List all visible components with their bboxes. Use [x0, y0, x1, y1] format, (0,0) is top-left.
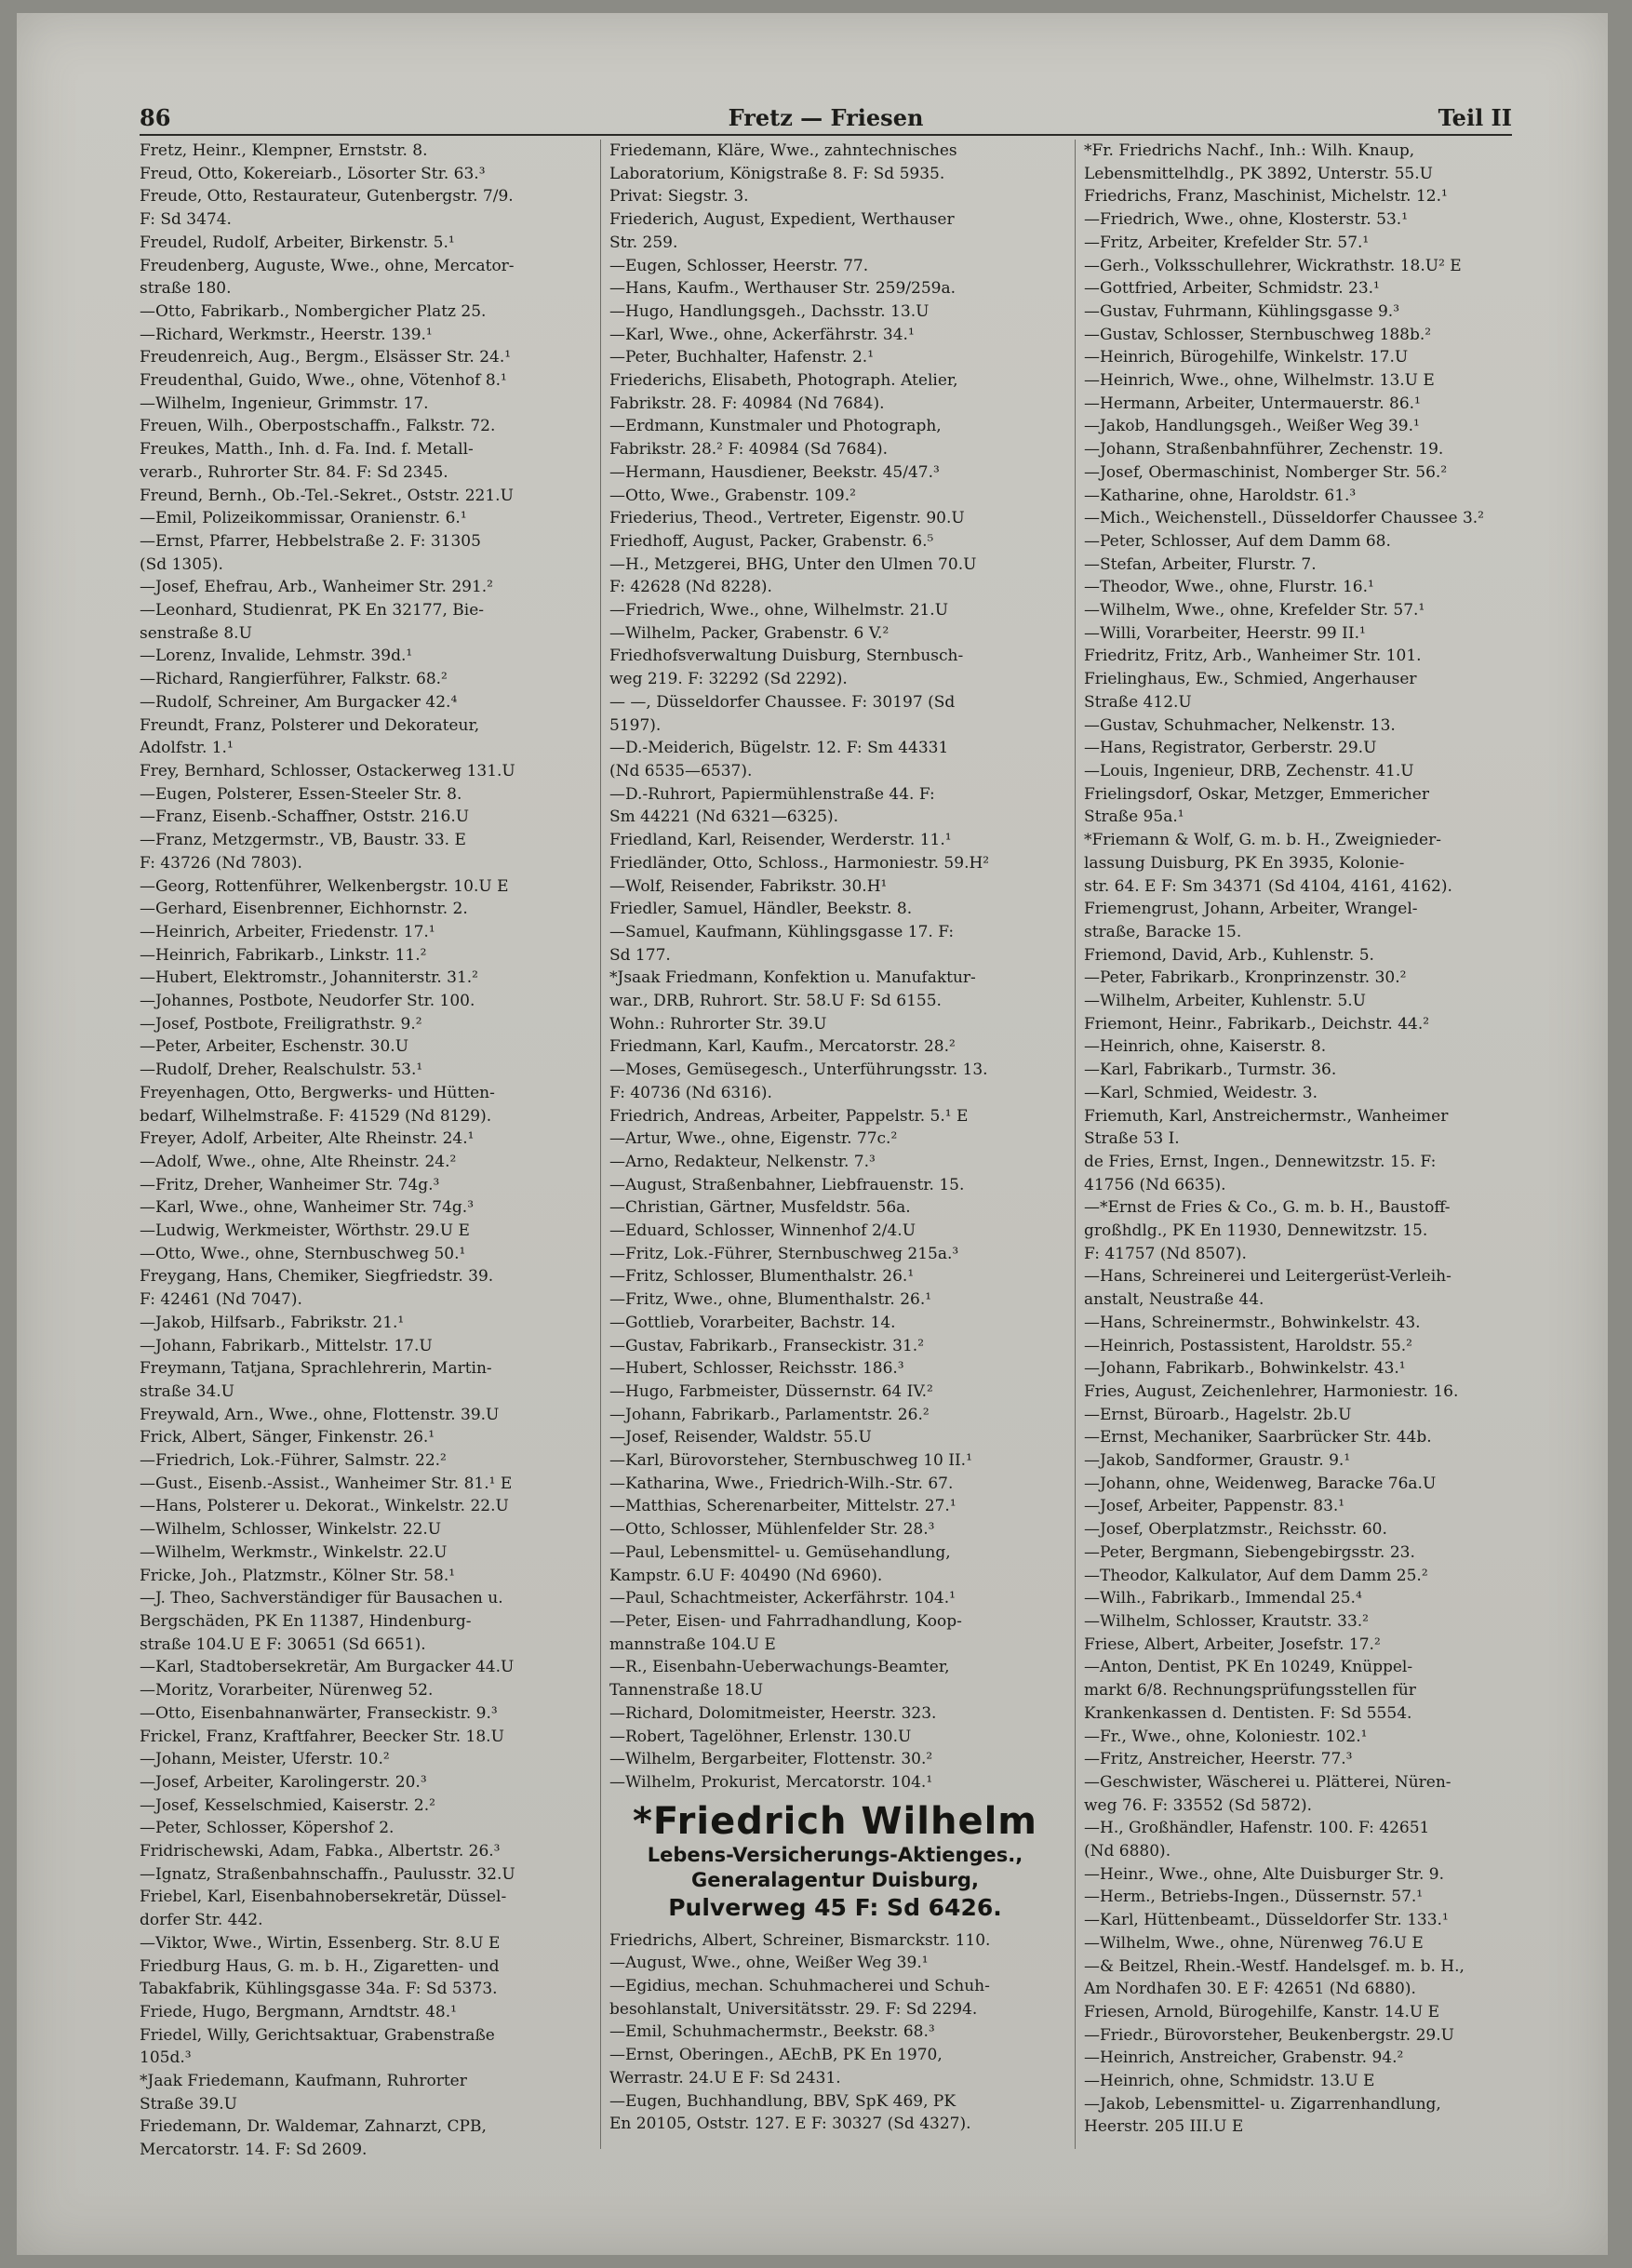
directory-entry: —Heinrich, ohne, Kaiserstr. 8. [1084, 1037, 1327, 1057]
directory-entry: Frielingsdorf, Oskar, Metzger, Emmericher Straße 95a.¹ [1084, 784, 1429, 827]
directory-entry: —Johann, Fabrikarb., Bohwinkelstr. 43.¹ [1084, 1359, 1406, 1379]
directory-entry: Freudenreich, Aug., Bergm., Elsässer Str. 24.¹ [140, 348, 512, 367]
directory-entry: —Anton, Dentist, PK En 10249, Knüppel- markt 6/8. Rechnungsprüfungsstellen für Krankenkassen d. Dentisten. F: Sd 5554. [1084, 1658, 1416, 1723]
column-left [140, 140, 591, 2160]
directory-entry: —Artur, Wwe., ohne, Eigenstr. 77c.² [609, 1129, 898, 1149]
ad-title: *Friedrich Wilhelm [633, 1799, 1037, 1843]
directory-entry: —Ernst, Oberingen., AEchB, PK En 1970, Werrastr. 24.U E F: Sd 2431. [609, 2046, 943, 2088]
directory-entry: —August, Wwe., ohne, Weißer Weg 39.¹ [609, 1954, 929, 1973]
directory-entry: —Peter, Buchhalter, Hafenstr. 2.¹ [609, 348, 875, 367]
directory-entry: —Fritz, Wwe., ohne, Blumenthalstr. 26.¹ [609, 1290, 932, 1310]
directory-entry: —Otto, Schlosser, Mühlenfelder Str. 28.³ [609, 1520, 935, 1540]
directory-entry: —Moses, Gemüsegesch., Unterführungsstr. 13. F: 40736 (Nd 6316). [609, 1061, 988, 1102]
directory-entry: —Erdmann, Kunstmaler und Photograph, Fabrikstr. 28.² F: 40984 (Sd 7684). [609, 417, 942, 460]
directory-entry: —Heinrich, Postassistent, Haroldstr. 55.² [1084, 1336, 1412, 1355]
directory-entry: —Josef, Arbeiter, Pappenstr. 83.¹ [1084, 1497, 1345, 1516]
column-middle-entries [609, 140, 1061, 1794]
directory-entry: —Otto, Wwe., Grabenstr. 109.² [609, 486, 856, 505]
directory-entry: Freudenthal, Guido, Wwe., ohne, Vötenhof 8.¹ [140, 371, 507, 391]
directory-entry: —Josef, Ehefrau, Arb., Wanheimer Str. 291.² [140, 578, 494, 597]
directory-entry: Friedrich, Andreas, Arbeiter, Pappelstr. 5.¹ E [609, 1106, 969, 1126]
directory-entry: *Fr. Friedrichs Nachf., Inh.: Wilh. Knaup, Lebensmittelhdlg., PK 3892, Unterstr. 55.U [1084, 141, 1433, 183]
directory-entry: —Peter, Eisen- und Fahrradhandlung, Koop- mannstraße 104.U E [609, 1612, 962, 1654]
directory-entry: Friedmann, Karl, Kaufm., Mercatorstr. 28.² [609, 1037, 956, 1057]
directory-entry: —Hugo, Farbmeister, Düssernstr. 64 IV.² [609, 1381, 933, 1401]
directory-entry: —Emil, Polizeikommissar, Oranienstr. 6.¹ [140, 509, 467, 528]
directory-entry: —Hans, Schreinermstr., Bohwinkelstr. 43. [1084, 1313, 1421, 1332]
directory-entry: Friedländer, Otto, Schloss., Harmoniestr. 59.H² [609, 853, 990, 873]
directory-entry: —Wilhelm, Wwe., ohne, Nürenweg 76.U E [1084, 1933, 1424, 1953]
directory-entry: Freyenhagen, Otto, Bergwerks- und Hütten- bedarf, Wilhelmstraße. F: 41529 (Nd 8129). [140, 1083, 495, 1126]
header-rule [140, 134, 1512, 136]
directory-entry: —Heinrich, Wwe., ohne, Wilhelmstr. 13.U E [1084, 371, 1435, 391]
column-middle-entries-after [609, 1929, 1061, 2136]
directory-entry: —Katharine, ohne, Haroldstr. 61.³ [1084, 486, 1357, 505]
directory-entry: —Otto, Fabrikarb., Nombergicher Platz 25. [140, 301, 487, 321]
directory-entry: —Katharina, Wwe., Friedrich-Wilh.-Str. 67. [609, 1474, 954, 1493]
directory-entry: —Wilhelm, Schlosser, Winkelstr. 22.U [140, 1520, 442, 1540]
directory-entry: —Johannes, Postbote, Neudorfer Str. 100. [140, 992, 475, 1011]
directory-entry: Freywald, Arn., Wwe., ohne, Flottenstr. 39.U [140, 1405, 500, 1424]
directory-entry: Friese, Albert, Arbeiter, Josefstr. 17.² [1084, 1634, 1381, 1654]
directory-entry: Freude, Otto, Restaurateur, Gutenbergstr. 7/9. F: Sd 3474. [140, 187, 514, 230]
directory-entry: —Willi, Vorarbeiter, Heerstr. 99 II.¹ [1084, 623, 1366, 643]
directory-entry: —Eduard, Schlosser, Winnenhof 2/4.U [609, 1221, 916, 1241]
directory-entry: —Paul, Lebensmittel- u. Gemüsehandlung, Kampstr. 6.U F: 40490 (Nd 6960). [609, 1542, 951, 1585]
directory-entry: —Georg, Rottenführer, Welkenbergstr. 10.U E [140, 876, 509, 896]
directory-entry: Friedler, Samuel, Händler, Beekstr. 8. [609, 900, 913, 919]
directory-entry: Fretz, Heinr., Klempner, Ernststr. 8. [140, 141, 428, 160]
directory-entry: —Josef, Obermaschinist, Nomberger Str. 56.² [1084, 462, 1448, 482]
directory-entry: —Gust., Eisenb.-Assist., Wanheimer Str. 81.¹ E [140, 1474, 513, 1493]
directory-entry: —Fr., Wwe., ohne, Koloniestr. 102.¹ [1084, 1727, 1368, 1746]
directory-entry: Friederichs, Elisabeth, Photograph. Atelier, Fabrikstr. 28. F: 40984 (Nd 7684). [609, 371, 958, 413]
directory-entry: —Friedrich, Lok.-Führer, Salmstr. 22.² [140, 1451, 447, 1471]
directory-entry: —Lorenz, Invalide, Lehmstr. 39d.¹ [140, 647, 413, 666]
directory-entry: —Peter, Schlosser, Köpershof 2. [140, 1819, 395, 1838]
directory-entry: —Gottfried, Arbeiter, Schmidstr. 23.¹ [1084, 279, 1380, 299]
directory-entry: Freymann, Tatjana, Sprachlehrerin, Martin- straße 34.U [140, 1359, 492, 1401]
directory-entry: —Viktor, Wwe., Wirtin, Essenberg. Str. 8.U E [140, 1933, 501, 1953]
directory-entry: —Friedrich, Wwe., ohne, Klosterstr. 53.¹ [1084, 210, 1409, 230]
directory-entry: —Johann, Straßenbahnführer, Zechenstr. 19. [1084, 440, 1444, 460]
directory-entry: Freudel, Rudolf, Arbeiter, Birkenstr. 5.¹ [140, 233, 455, 252]
running-title: Fretz — Friesen [728, 104, 924, 131]
directory-entry: —Heinrich, Anstreicher, Grabenstr. 94.² [1084, 2048, 1404, 2068]
directory-entry: —Jakob, Sandformer, Graustr. 9.¹ [1084, 1451, 1351, 1471]
directory-entry: —Fritz, Anstreicher, Heerstr. 77.³ [1084, 1750, 1353, 1769]
directory-entry: —Ludwig, Werkmeister, Wörthstr. 29.U E [140, 1221, 470, 1241]
directory-entry: *Jaak Friedemann, Kaufmann, Ruhrorter Straße 39.U [140, 2072, 467, 2114]
directory-entry: —Friedrich, Wwe., ohne, Wilhelmstr. 21.U [609, 601, 949, 620]
ad-line: Lebens-Versicherungs-Aktienges., [647, 1843, 1023, 1866]
directory-entry: —Theodor, Wwe., ohne, Flurstr. 16.¹ [1084, 578, 1374, 597]
directory-entry: —Wolf, Reisender, Fabrikstr. 30.H¹ [609, 876, 888, 896]
directory-entry: —Fritz, Arbeiter, Krefelder Str. 57.¹ [1084, 233, 1370, 252]
directory-entry: —D.-Ruhrort, Papiermühlenstraße 44. F: Sm 44221 (Nd 6321—6325). [609, 784, 935, 827]
directory-entry: Friedel, Willy, Gerichtsaktuar, Grabenstraße 105d.³ [140, 2025, 495, 2068]
directory-entry: Freud, Otto, Kokereiarb., Lösorter Str. 63.³ [140, 164, 486, 183]
directory-entry: —Gustav, Schuhmacher, Nelkenstr. 13. [1084, 715, 1396, 735]
directory-entry: —Adolf, Wwe., ohne, Alte Rheinstr. 24.² [140, 1152, 457, 1171]
directory-entry: —R., Eisenbahn-Ueberwachungs-Beamter, Tannenstraße 18.U [609, 1658, 950, 1701]
directory-entry: —Johann, Fabrikarb., Mittelstr. 17.U [140, 1336, 433, 1355]
directory-entry: —Karl, Hüttenbeamt., Düsseldorfer Str. 133.¹ [1084, 1911, 1449, 1930]
directory-entry: —Fritz, Dreher, Wanheimer Str. 74g.³ [140, 1175, 440, 1194]
directory-entry: Freyer, Adolf, Arbeiter, Alte Rheinstr. 24.¹ [140, 1129, 475, 1149]
column-divider [1075, 140, 1076, 2149]
directory-entry: —Otto, Wwe., ohne, Sternbuschweg 50.¹ [140, 1244, 466, 1263]
directory-entry: Friederius, Theod., Vertreter, Eigenstr. 90.U [609, 509, 965, 528]
directory-entry: —Wilhelm, Schlosser, Krautstr. 33.² [1084, 1612, 1369, 1631]
directory-entry: Friedburg Haus, G. m. b. H., Zigaretten- und Tabakfabrik, Kühlingsgasse 34a. F: Sd 5373. [140, 1956, 500, 1999]
directory-entry: —Franz, Eisenb.-Schaffner, Oststr. 216.U [140, 807, 470, 827]
directory-entry: Friedhoff, August, Packer, Grabenstr. 6.⁵ [609, 531, 934, 551]
directory-entry: —Josef, Arbeiter, Karolingerstr. 20.³ [140, 1772, 427, 1792]
directory-entry: —August, Straßenbahner, Liebfrauenstr. 15. [609, 1175, 965, 1194]
directory-entry: —Rudolf, Dreher, Realschulstr. 53.¹ [140, 1061, 423, 1080]
directory-entry: —Gerh., Volksschullehrer, Wickrathstr. 18.U² E [1084, 256, 1462, 275]
directory-entry: —*Ernst de Fries & Co., G. m. b. H., Baustoff- großhdlg., PK En 11930, Dennewitzstr. 15. F: 41757 (Nd 8507). [1084, 1198, 1451, 1263]
directory-entry: —Jakob, Handlungsgeh., Weißer Weg 39.¹ [1084, 417, 1420, 436]
directory-entry: —Richard, Rangierführer, Falkstr. 68.² [140, 670, 448, 689]
directory-entry: —Josef, Oberplatzmstr., Reichsstr. 60. [1084, 1520, 1387, 1540]
directory-entry: —Karl, Stadtobersekretär, Am Burgacker 44.U [140, 1658, 515, 1677]
directory-entry: —Heinrich, Arbeiter, Friedenstr. 17.¹ [140, 922, 435, 941]
column-middle [609, 140, 1061, 2140]
directory-entry: de Fries, Ernst, Ingen., Dennewitzstr. 15. F: 41756 (Nd 6635). [1084, 1152, 1437, 1194]
directory-entry: —Wilh., Fabrikarb., Immendal 25.⁴ [1084, 1589, 1362, 1608]
directory-entry: —Eugen, Schlosser, Heerstr. 77. [609, 256, 869, 275]
directory-entry: —Hans, Kaufm., Werthauser Str. 259/259a. [609, 279, 956, 299]
directory-entry: —Wilhelm, Arbeiter, Kuhlenstr. 5.U [1084, 992, 1367, 1011]
directory-entry: —Louis, Ingenieur, DRB, Zechenstr. 41.U [1084, 761, 1414, 780]
directory-entry: Fricke, Joh., Platzmstr., Kölner Str. 58.¹ [140, 1566, 456, 1585]
directory-entry: —Hugo, Handlungsgeh., Dachsstr. 13.U [609, 301, 930, 321]
directory-entry: —Hubert, Schlosser, Reichsstr. 186.³ [609, 1359, 904, 1379]
directory-entry: Friedhofsverwaltung Duisburg, Sternbusch- weg 219. F: 32292 (Sd 2292). [609, 647, 964, 689]
directory-entry: —Hermann, Hausdiener, Beekstr. 45/47.³ [609, 462, 940, 482]
directory-entry: —Peter, Bergmann, Siebengebirgsstr. 23. [1084, 1542, 1415, 1562]
ad-line: Generalagentur Duisburg, [691, 1868, 979, 1891]
directory-entry: Friemengrust, Johann, Arbeiter, Wrangel- straße, Baracke 15. [1084, 900, 1418, 941]
directory-entry: —Karl, Bürovorsteher, Sternbuschweg 10 II.¹ [609, 1451, 972, 1471]
directory-entry: —Hermann, Arbeiter, Untermauerstr. 86.¹ [1084, 394, 1421, 413]
directory-entry: *Jsaak Friedmann, Konfektion u. Manufaktur- war., DRB, Ruhrort. Str. 58.U F: Sd 6155. Wohn.: Ruhrorter Str. 39.U [609, 968, 976, 1034]
directory-entry: Friebel, Karl, Eisenbahnobersekretär, Düssel- dorfer Str. 442. [140, 1888, 507, 1930]
directory-entry: —H., Großhändler, Hafenstr. 100. F: 42651 (Nd 6880). [1084, 1819, 1430, 1861]
directory-entry: —Johann, Fabrikarb., Parlamentstr. 26.² [609, 1405, 930, 1424]
directory-entry: —Wilhelm, Werkmstr., Winkelstr. 22.U [140, 1542, 448, 1562]
directory-entry: —Christian, Gärtner, Musfeldstr. 56a. [609, 1198, 911, 1218]
directory-entry: —Heinrich, Fabrikarb., Linkstr. 11.² [140, 945, 427, 965]
directory-entry: —Karl, Fabrikarb., Turmstr. 36. [1084, 1061, 1337, 1080]
directory-entry: —Theodor, Kalkulator, Auf dem Damm 25.² [1084, 1566, 1428, 1585]
directory-entry: Friemond, David, Arb., Kuhlenstr. 5. [1084, 945, 1374, 965]
directory-entry: —Jakob, Hilfsarb., Fabrikstr. 21.¹ [140, 1313, 405, 1332]
directory-entry: —Ignatz, Straßenbahnschaffn., Paulusstr. 32.U [140, 1864, 515, 1884]
directory-entry: —Ernst, Mechaniker, Saarbrücker Str. 44b. [1084, 1428, 1432, 1448]
directory-entry: Friedland, Karl, Reisender, Werderstr. 11.¹ [609, 831, 952, 850]
directory-entry: Freygang, Hans, Chemiker, Siegfriedstr. 39. F: 42461 (Nd 7047). [140, 1267, 494, 1310]
directory-entry: Friedemann, Kläre, Wwe., zahntechnisches Laboratorium, Königstraße 8. F: Sd 5935. Privat: Siegstr. 3. [609, 141, 957, 207]
directory-entry: —Johann, Meister, Uferstr. 10.² [140, 1750, 390, 1769]
directory-entry: —Josef, Postbote, Freiligrathstr. 9.² [140, 1014, 422, 1034]
directory-entry: Frick, Albert, Sänger, Finkenstr. 26.¹ [140, 1428, 435, 1448]
directory-entry: —Samuel, Kaufmann, Kühlingsgasse 17. F: Sd 177. [609, 922, 955, 965]
directory-entry: —Peter, Fabrikarb., Kronprinzenstr. 30.² [1084, 968, 1407, 988]
directory-entry: — —, Düsseldorfer Chaussee. F: 30197 (Sd 5197). [609, 692, 956, 735]
directory-entry: —Friedr., Bürovorsteher, Beukenbergstr. 29.U [1084, 2025, 1454, 2045]
directory-entry: —Richard, Dolomitmeister, Heerstr. 323. [609, 1703, 937, 1723]
directory-entry: —Richard, Werkmstr., Heerstr. 139.¹ [140, 325, 433, 344]
directory-entry: —Geschwister, Wäscherei u. Plätterei, Nüren- weg 76. F: 33552 (Sd 5872). [1084, 1772, 1451, 1815]
directory-entry: —Josef, Kesselschmied, Kaiserstr. 2.² [140, 1795, 435, 1815]
directory-entry: —Josef, Reisender, Waldstr. 55.U [609, 1428, 872, 1448]
directory-entry: —D.-Meiderich, Bügelstr. 12. F: Sm 44331 (Nd 6535—6537). [609, 739, 949, 780]
directory-entry: Friedritz, Fritz, Arb., Wanheimer Str. 101. [1084, 647, 1422, 666]
directory-entry: —Peter, Schlosser, Auf dem Damm 68. [1084, 531, 1391, 551]
directory-entry: —Wilhelm, Wwe., ohne, Krefelder Str. 57.¹ [1084, 601, 1425, 620]
directory-entry: —Hans, Schreinerei und Leitergerüst-Verleih- anstalt, Neustraße 44. [1084, 1267, 1451, 1310]
directory-entry: —Egidius, mechan. Schuhmacherei und Schuh- besohlanstalt, Universitätsstr. 29. F: Sd 2294. [609, 1977, 990, 2019]
directory-entry: Freundt, Franz, Polsterer und Dekorateur, Adolfstr. 1.¹ [140, 715, 480, 758]
directory-entry: Fries, August, Zeichenlehrer, Harmoniestr. 16. [1084, 1381, 1459, 1401]
directory-entry: —H., Metzgerei, BHG, Unter den Ulmen 70.U F: 42628 (Nd 8228). [609, 554, 977, 597]
page-number: 86 [140, 104, 171, 131]
directory-entry: —Arno, Redakteur, Nelkenstr. 7.³ [609, 1152, 876, 1171]
directory-entry: Friede, Hugo, Bergmann, Arndtstr. 48.¹ [140, 2002, 457, 2021]
directory-entry: —Franz, Metzgermstr., VB, Baustr. 33. E F: 43726 (Nd 7803). [140, 831, 466, 873]
directory-entry: —Jakob, Lebensmittel- u. Zigarrenhandlung, Heerstr. 205 III.U E [1084, 2094, 1441, 2137]
directory-entry: —Leonhard, Studienrat, PK En 32177, Bie- senstraße 8.U [140, 601, 485, 643]
directory-entry: *Friemann & Wolf, G. m. b. H., Zweignieder- lassung Duisburg, PK En 3935, Kolonie- str. 64. E F: Sm 34371 (Sd 4104, 4161, 4162). [1084, 831, 1452, 896]
directory-entry: Freund, Bernh., Ob.-Tel.-Sekret., Oststr. 221.U [140, 486, 514, 505]
directory-entry: —Hans, Registrator, Gerberstr. 29.U [1084, 739, 1377, 758]
part-label: Teil II [1438, 104, 1512, 131]
directory-entry: —Stefan, Arbeiter, Flurstr. 7. [1084, 554, 1317, 574]
directory-entry: —Fritz, Lok.-Führer, Sternbuschweg 215a.³ [609, 1244, 959, 1263]
directory-entry: —Karl, Wwe., ohne, Wanheimer Str. 74g.³ [140, 1198, 475, 1218]
directory-entry: —Gerhard, Eisenbrenner, Eichhornstr. 2. [140, 900, 468, 919]
directory-entry: —Karl, Wwe., ohne, Ackerfährstr. 34.¹ [609, 325, 915, 344]
directory-entry: —Rudolf, Schreiner, Am Burgacker 42.⁴ [140, 692, 458, 712]
directory-entry: —Wilhelm, Prokurist, Mercatorstr. 104.¹ [609, 1772, 933, 1792]
directory-entry: —Gustav, Fuhrmann, Kühlingsgasse 9.³ [1084, 301, 1400, 321]
directory-entry: Friemont, Heinr., Fabrikarb., Deichstr. 44.² [1084, 1014, 1430, 1034]
directory-entry: —Ernst, Büroarb., Hagelstr. 2b.U [1084, 1405, 1352, 1424]
directory-entry: —Heinrich, Bürogehilfe, Winkelstr. 17.U [1084, 348, 1409, 367]
directory-entry: —Mich., Weichenstell., Düsseldorfer Chaussee 3.² [1084, 509, 1484, 528]
directory-entry: —Heinrich, ohne, Schmidstr. 13.U E [1084, 2072, 1375, 2091]
directory-entry: Freuen, Wilh., Oberpostschaffn., Falkstr. 72. [140, 417, 496, 436]
directory-entry: Freudenberg, Auguste, Wwe., ohne, Mercator- straße 180. [140, 256, 515, 299]
directory-entry: —Ernst, Pfarrer, Hebbelstraße 2. F: 31305 (Sd 1305). [140, 531, 481, 574]
ad-line: Pulverweg 45 F: Sd 6426. [668, 1893, 1002, 1921]
directory-entry: —Hans, Polsterer u. Dekorat., Winkelstr. 22.U [140, 1497, 509, 1516]
column-divider [600, 140, 601, 2149]
directory-entry: —Gustav, Schlosser, Sternbuschweg 188b.² [1084, 325, 1432, 344]
directory-entry: Frey, Bernhard, Schlosser, Ostackerweg 131.U [140, 761, 515, 780]
directory-entry: —Herm., Betriebs-Ingen., Düssernstr. 57.¹ [1084, 1888, 1424, 1907]
directory-entry: —Peter, Arbeiter, Eschenstr. 30.U [140, 1037, 409, 1057]
directory-entry: Friedrichs, Albert, Schreiner, Bismarckstr. 110. [609, 1930, 991, 1950]
directory-entry: Fridrischewski, Adam, Fabka., Albertstr. 26.³ [140, 1842, 501, 1861]
directory-entry: Friesen, Arnold, Bürogehilfe, Kanstr. 14.U E [1084, 2002, 1439, 2021]
directory-entry: Frielinghaus, Ew., Schmied, Angerhauser Straße 412.U [1084, 670, 1417, 712]
directory-entry: —Johann, ohne, Weidenweg, Baracke 76a.U [1084, 1474, 1437, 1493]
directory-entry: —Heinr., Wwe., ohne, Alte Duisburger Str. 9. [1084, 1864, 1444, 1884]
column-right [1084, 140, 1535, 2140]
directory-entry: Friedemann, Dr. Waldemar, Zahnarzt, CPB, Mercatorstr. 14. F: Sd 2609. [140, 2117, 487, 2160]
directory-entry: —Karl, Schmied, Weidestr. 3. [1084, 1083, 1318, 1102]
directory-entry: —Wilhelm, Bergarbeiter, Flottenstr. 30.² [609, 1750, 933, 1769]
directory-entry: Freukes, Matth., Inh. d. Fa. Ind. f. Metall- verarb., Ruhrorter Str. 84. F: Sd 2345. [140, 440, 474, 482]
directory-entry: —Matthias, Scherenarbeiter, Mittelstr. 27.¹ [609, 1497, 956, 1516]
directory-entry: —Moritz, Vorarbeiter, Nürenweg 52. [140, 1681, 434, 1701]
directory-entry: Frickel, Franz, Kraftfahrer, Beecker Str. 18.U [140, 1727, 504, 1746]
directory-entry: —& Beitzel, Rhein.-Westf. Handelsgef. m. b. H., Am Nordhafen 30. E F: 42651 (Nd 6880). [1084, 1956, 1465, 1999]
advertisement-box [609, 1800, 1061, 1922]
page-header [140, 104, 1512, 141]
directory-entry: —Gustav, Fabrikarb., Franseckistr. 31.² [609, 1336, 925, 1355]
directory-entry: Friederich, August, Expedient, Werthauser Str. 259. [609, 210, 955, 252]
directory-entry: —Wilhelm, Packer, Grabenstr. 6 V.² [609, 623, 890, 643]
directory-entry: —Robert, Tagelöhner, Erlenstr. 130.U [609, 1727, 912, 1746]
directory-entry: —Gottlieb, Vorarbeiter, Bachstr. 14. [609, 1313, 896, 1332]
directory-entry: —Wilhelm, Ingenieur, Grimmstr. 17. [140, 394, 429, 413]
directory-entry: Friemuth, Karl, Anstreichermstr., Wanheimer Straße 53 I. [1084, 1106, 1449, 1149]
directory-entry: Friedrichs, Franz, Maschinist, Michelstr. 12.¹ [1084, 187, 1448, 207]
directory-entry: —Eugen, Buchhandlung, BBV, SpK 469, PK En 20105, Oststr. 127. E F: 30327 (Sd 4327). [609, 2091, 971, 2134]
directory-entry: —J. Theo, Sachverständiger für Bausachen u. Bergschäden, PK En 11387, Hindenburg- straße 104.U E F: 30651 (Sd 6651). [140, 1589, 503, 1654]
directory-entry: —Eugen, Polsterer, Essen-Steeler Str. 8. [140, 784, 462, 804]
directory-entry: —Hubert, Elektromstr., Johanniterstr. 31.² [140, 968, 478, 988]
directory-entry: —Paul, Schachtmeister, Ackerfährstr. 104.¹ [609, 1589, 956, 1608]
directory-entry: —Fritz, Schlosser, Blumenthalstr. 26.¹ [609, 1267, 915, 1287]
directory-entry: —Otto, Eisenbahnanwärter, Franseckistr. 9.³ [140, 1703, 498, 1723]
directory-entry: —Emil, Schuhmachermstr., Beekstr. 68.³ [609, 2022, 935, 2042]
